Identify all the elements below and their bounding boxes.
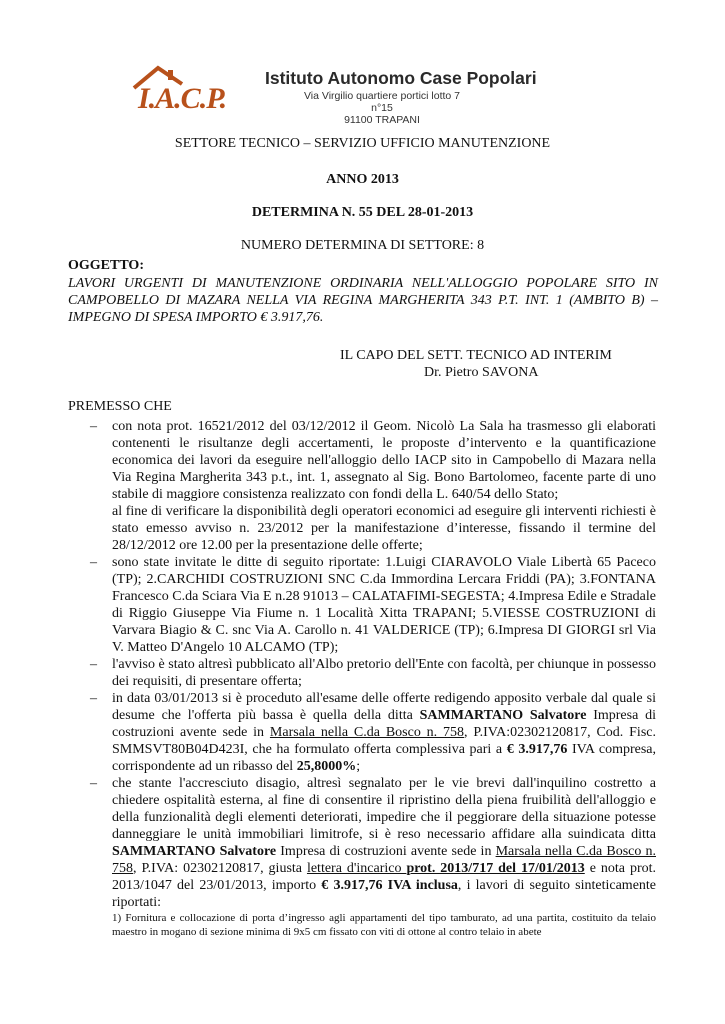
list-item (90, 775, 657, 911)
list-item (90, 690, 657, 775)
list-dash: – (90, 555, 97, 570)
list-item (112, 503, 656, 554)
item-text: con nota prot. 16521/2012 del 03/12/2012 il Geom. Nicolò La Sala ha trasmesso gli elaborati contenenti le risultanze degli accertamenti, le proposte d’intervento e la quantificazione economica dei lavori da eseguire nell'alloggio dello IACP sito in Campobello di Mazara nella Via Regina Margherita 343 p.t., int. 1, assegnato al Sig. Bono Bartolomeo, facente parte di uno stabile di maggiore consistenza realizzato con fondi della L. 640/54 dello Stato; (112, 419, 656, 502)
item-text: ; (356, 759, 361, 774)
oggetto-label: OGGETTO: (68, 258, 144, 273)
signatory-title: IL CAPO DEL SETT. TECNICO AD INTERIM (340, 348, 612, 363)
list-dash: – (90, 776, 97, 791)
list-item (90, 656, 656, 690)
address-line-1: Via Virgilio quartiere portici lotto 7 n°15 (303, 90, 461, 114)
item-text: , P.IVA: 02302120817, giusta (133, 861, 307, 876)
premesso-label: PREMESSO CHE (68, 399, 172, 414)
determina-heading: DETERMINA N. 55 DEL 28-01-2013 (251, 205, 474, 220)
firm-address: Marsala nella C.da Bosco n. 758 (269, 725, 465, 740)
settore-heading: SETTORE TECNICO – SERVIZIO UFFICIO MANUTENZIONE (174, 136, 551, 151)
item-text: , i lavori di seguito sinteticamente riportati: (112, 878, 657, 910)
letter-reference: lettera d'incarico (306, 861, 407, 876)
premesso-list (0, 418, 725, 939)
item-text: , P.IVA:02302120817, Cod. Fisc. SMMSVT80B04D423I, che ha formulato offerta complessiva pari a (112, 725, 656, 757)
item-text: IVA compresa, corrispondente ad un ribasso del (112, 742, 657, 774)
logo-text: I.A.C.P. (138, 82, 227, 115)
address-line-2: 91100 TRAPANI (344, 114, 420, 126)
firm-name: SAMMARTANO Salvatore (112, 844, 277, 859)
contract-amount: € 3.917,76 IVA inclusa (321, 878, 458, 893)
iacp-logo (132, 62, 242, 118)
discount-value: 25,8000% (296, 759, 357, 774)
list-dash: – (90, 657, 97, 672)
offer-amount: € 3.917,76 (506, 742, 568, 757)
letter-protocol: prot. 2013/717 del 17/01/2013 (406, 861, 585, 876)
item-text: e nota prot. 2013/1047 del 23/01/2013, importo (112, 861, 656, 893)
item-text: Impresa di costruzioni avente sede in (276, 844, 496, 859)
item-text: al fine di verificare la disponibilità degli operatori economici ad eseguire gli interventi richiesti è stato emesso avviso n. 23/2012 per la manifestazione d’interesse, fissando il termine del 28/12/2012 ore 12.00 per la presentazione delle offerte; (112, 504, 656, 553)
item-text: l'avviso è stato altresì pubblicato all'Albo pretorio dell'Ente con facoltà, per chiunque in possesso dei requisiti, di presentare offerta; (112, 657, 656, 689)
numero-settore: NUMERO DETERMINA DI SETTORE: 8 (240, 238, 485, 253)
firm-name: SAMMARTANO Salvatore (419, 708, 587, 723)
item-text: in data 03/01/2013 si è proceduto all'esame delle offerte redigendo apposito verbale dal quale si desume che l'offerta più bassa è quella della ditta (112, 691, 656, 723)
item-text: che stante l'accresciuto disagio, altresì segnalato per le vie brevi dall'inquilino costretto a chiedere ospitalità esterna, al fine di consentire il ripristino della piena fruibilità dell'alloggio e della funzionalità degli elementi deteriorati, impedire che il peggiorare della situazione potesse danneggiare le unità immobiliari limitrofe, si è reso necessario affidare alla suindicata ditta (112, 776, 656, 842)
list-item (90, 418, 656, 503)
item-text: sono state invitate le ditte di seguito riportate: 1.Luigi CIARAVOLO Viale Libertà 65 Paceco (TP); 2.CARCHIDI COSTRUZIONI SNC C.da Immordina Lercara Friddi (PA); 3.FONTANA Francesco C.da Sciara Via E n.28 91013 – CALATAFIMI-SEGESTA; 4.Impresa Edile e Stradale di Riggio Giuseppe Via Fiume n. 1 Località Xitta TRAPANI; 5.VIESSE COSTRUZIONI di Varvara Biagio & C. snc Via A. Carollo n. 41 VALDERICE (TP); 6.Impresa DI GIORGI srl Via V. Matteo D'Angelo 10 ALCAMO (TP); (112, 555, 656, 655)
firm-address: Marsala nella C.da Bosco n. 758 (112, 844, 656, 876)
letterhead (132, 62, 552, 126)
anno-heading: ANNO 2013 (326, 172, 399, 187)
oggetto-text: LAVORI URGENTI DI MANUTENZIONE ORDINARIA NELL'ALLOGGIO POPOLARE SITO IN CAMPOBELLO DI MAZARA NELLA VIA REGINA MARGHERITA 343 P.T. INT. 1 (AMBITO B) – IMPEGNO DI SPESA IMPORTO € 3.917,76. (68, 276, 658, 325)
signatory-name: Dr. Pietro SAVONA (424, 365, 539, 380)
footnote-text: 1) Fornitura e collocazione di porta d’ingresso agli appartamenti del tipo tamburato, ad una partita, costituito da telaio maestro in mogano di sezione minima di 9x5 cm fissato con viti di ottone al contro telaio in abete (112, 912, 656, 938)
list-item (90, 554, 656, 656)
list-dash: – (90, 419, 97, 434)
org-address (302, 90, 462, 126)
org-name: Istituto Autonomo Case Popolari (265, 68, 537, 88)
list-dash: – (90, 691, 97, 706)
item-text: Impresa di costruzioni avente sede in (112, 708, 656, 740)
